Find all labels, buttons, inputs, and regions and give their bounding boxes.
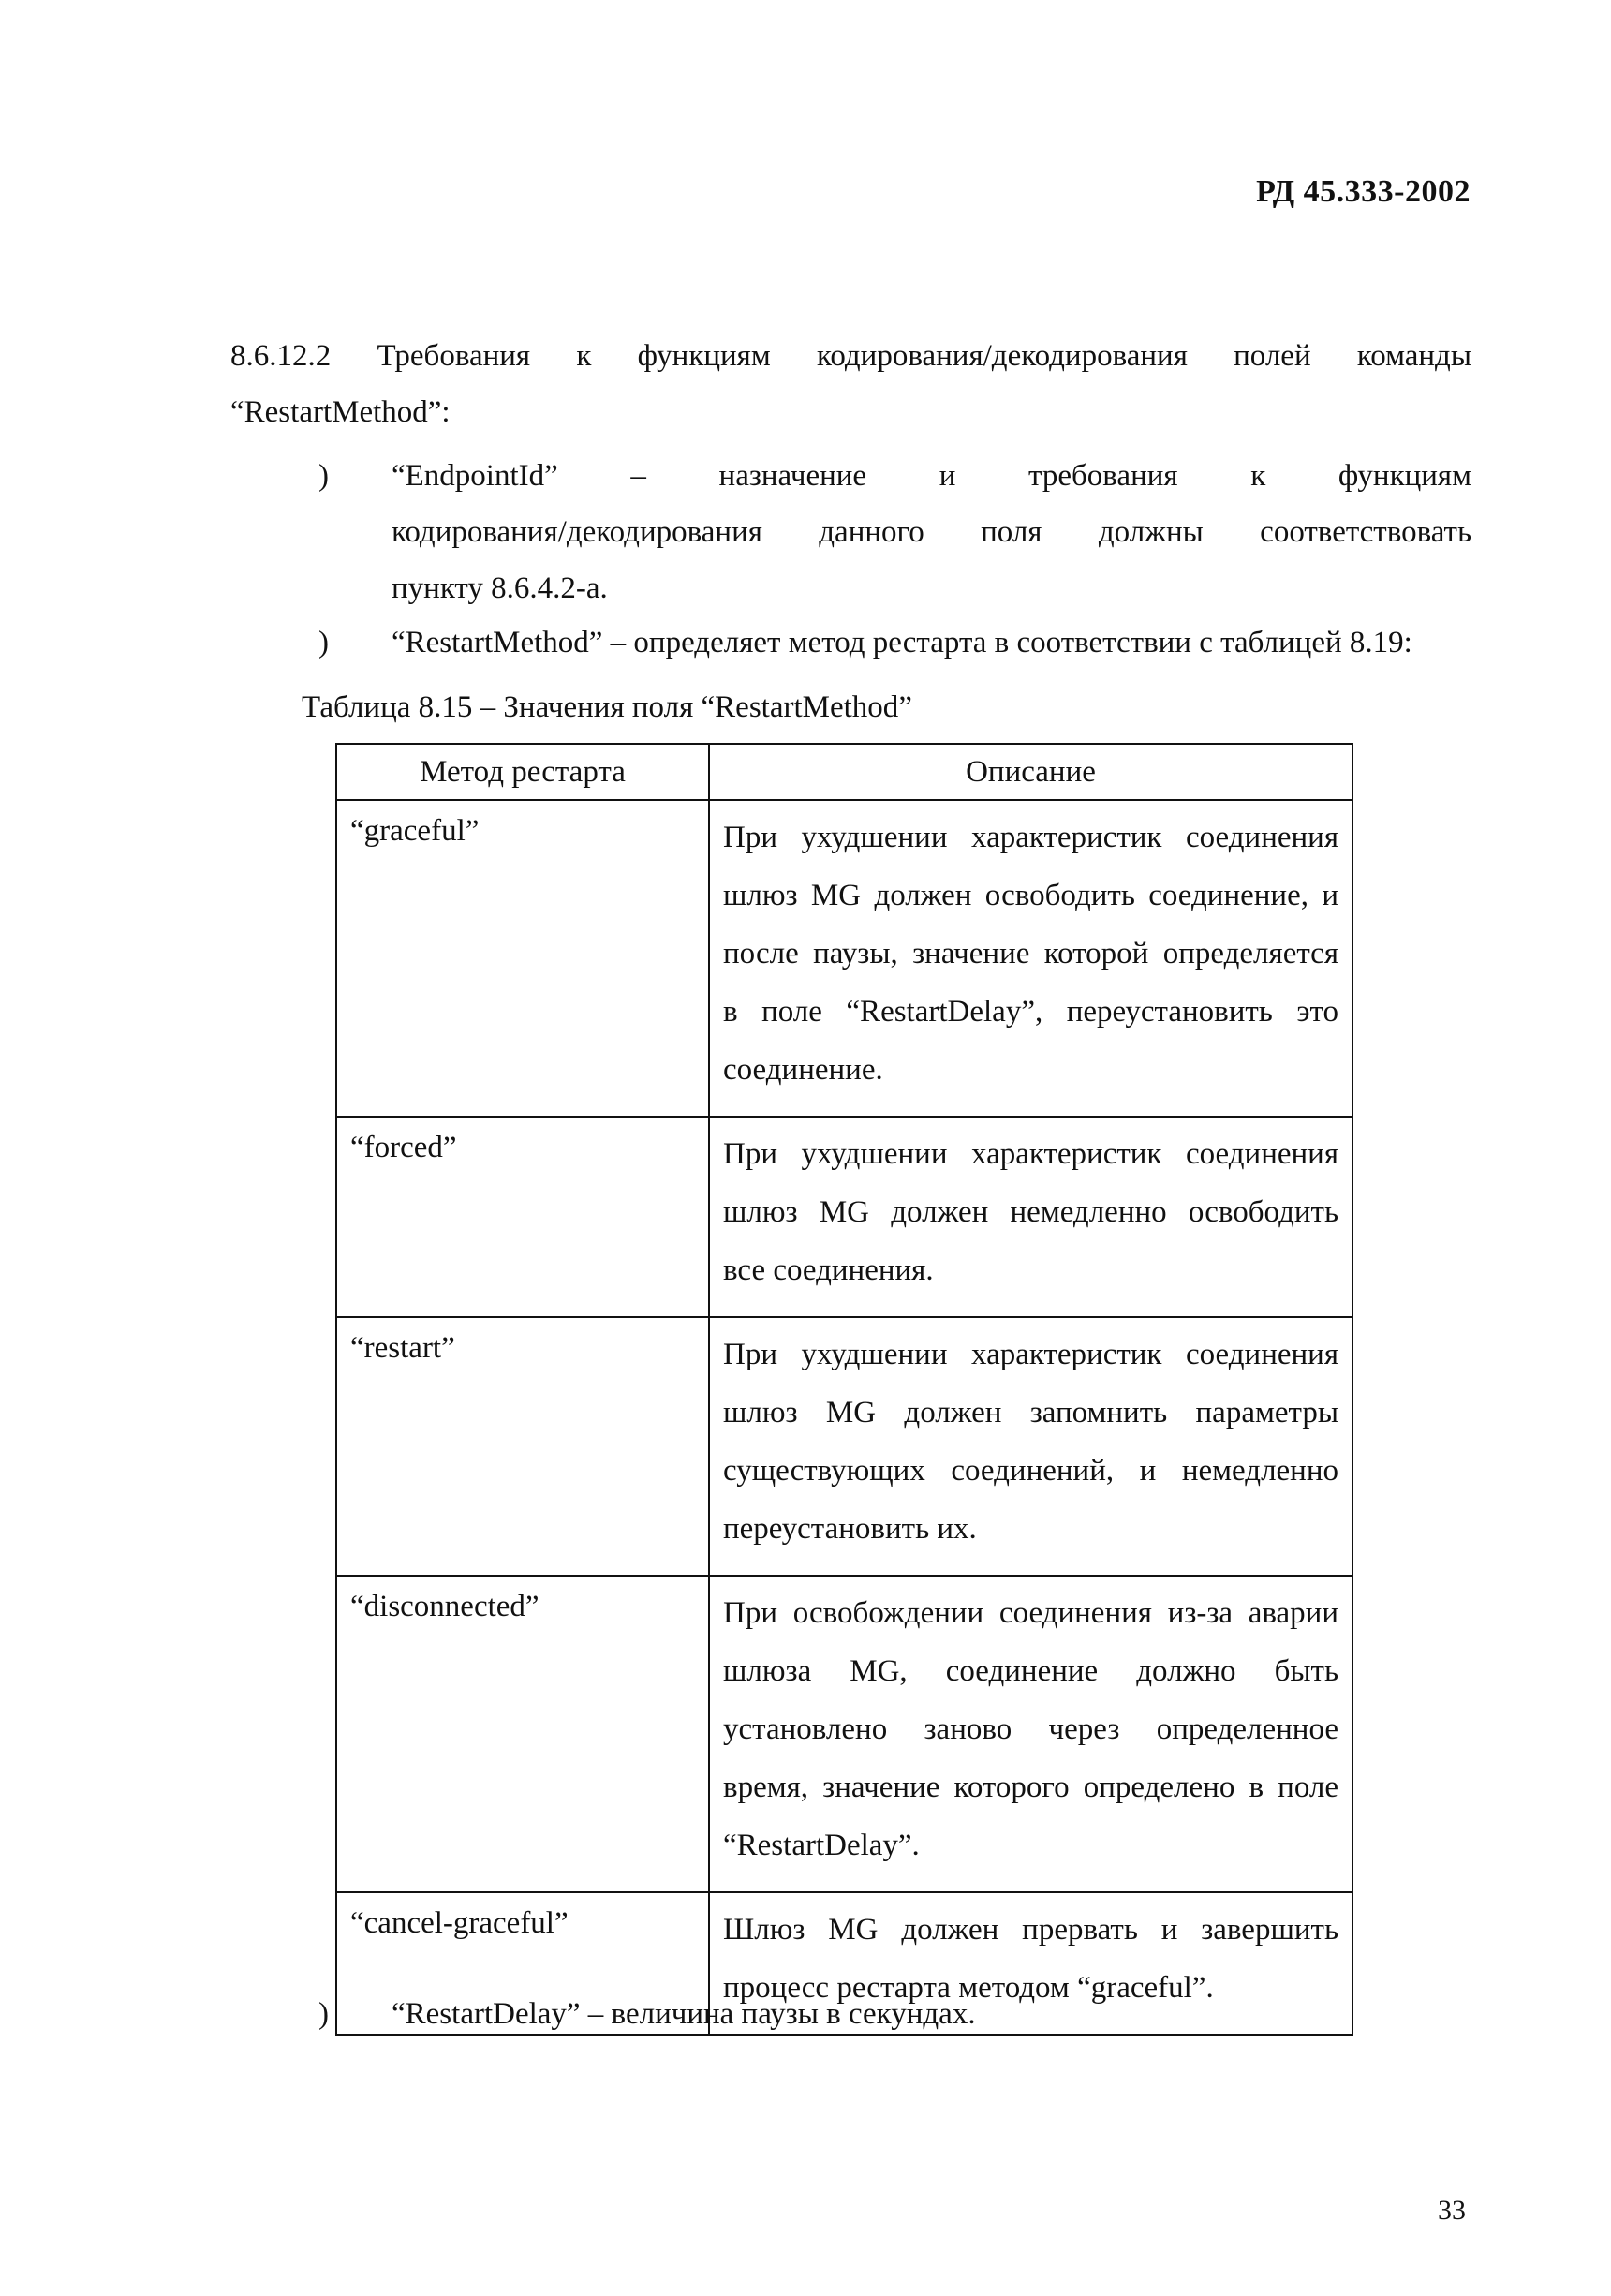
description-line: шлюз MG должен запомнить параметры (723, 1396, 1338, 1429)
list-item-endpointid-line-3: пункту 8.6.4.2-а. (392, 571, 608, 605)
description-cell (709, 1317, 1352, 1576)
list-marker-2: ) (318, 626, 329, 659)
list-marker-3: ) (318, 1997, 329, 2031)
description-line: все соединения. (723, 1253, 934, 1287)
description-line: При ухудшении характеристик соединения (723, 1137, 1338, 1171)
description-line: шлюза MG, соединение должно быть (723, 1654, 1338, 1688)
method-cell: “cancel-graceful” (336, 1892, 709, 2035)
intro-paragraph-line-1: 8.6.12.2 Требования к функциям кодирования/декодирования полей команды (230, 339, 1471, 373)
description-cell (709, 1576, 1352, 1892)
table-caption: Таблица 8.15 – Значения поля “RestartMethod” (302, 690, 912, 724)
description-line: процесс рестарта методом “graceful”. (723, 1971, 1214, 2005)
description-line: шлюз MG должен немедленно освободить (723, 1195, 1338, 1229)
list-item-endpointid (392, 448, 1471, 616)
description-line: “RestartDelay”. (723, 1829, 920, 1862)
description-line: При ухудшении характеристик соединения (723, 821, 1338, 854)
method-cell: “restart” (336, 1317, 709, 1576)
table-header-row (336, 744, 1352, 800)
table-row (336, 800, 1352, 1117)
list-item-endpointid-line-1: “EndpointId” – назначение и требования к функциям (392, 459, 1471, 493)
description-cell (709, 800, 1352, 1117)
description-line: в поле “RestartDelay”, переустановить это (723, 995, 1338, 1029)
document-code: РД 45.333-2002 (1256, 174, 1471, 209)
method-cell: “disconnected” (336, 1576, 709, 1892)
description-line: соединение. (723, 1053, 883, 1087)
description-cell (709, 1117, 1352, 1317)
description-line: установлено заново через определенное (723, 1712, 1338, 1746)
description-line: существующих соединений, и немедленно (723, 1454, 1338, 1488)
table-row (336, 1117, 1352, 1317)
restart-method-table (335, 743, 1353, 2036)
description-line: после паузы, значение которой определяется (723, 937, 1338, 970)
table-row (336, 1576, 1352, 1892)
method-cell: “forced” (336, 1117, 709, 1317)
description-line: Шлюз MG должен прервать и завершить (723, 1913, 1338, 1947)
description-line: При ухудшении характеристик соединения (723, 1338, 1338, 1371)
list-marker-1: ) (318, 459, 329, 493)
intro-paragraph-line-2: “RestartMethod”: (230, 395, 451, 429)
description-line: шлюз MG должен освободить соединение, и (723, 879, 1338, 912)
method-cell: “graceful” (336, 800, 709, 1117)
description-line: переустановить их. (723, 1512, 977, 1546)
list-item-restartmethod-line-1: “RestartMethod” – определяет метод рестарта в соответствии с таблицей 8.19: (392, 626, 1412, 659)
list-item-restartmethod (392, 615, 1471, 671)
description-line: время, значение которого определено в поле (723, 1770, 1338, 1804)
header-description: Описание (709, 744, 1352, 800)
page-number: 33 (1438, 2195, 1466, 2226)
list-item-endpointid-line-2: кодирования/декодирования данного поля должны соответствовать (392, 515, 1471, 549)
header-method: Метод рестарта (336, 744, 709, 800)
list-item-restartdelay: “RestartDelay” – величина паузы в секундах. (392, 1997, 976, 2031)
description-line: При освобождении соединения из-за аварии (723, 1596, 1338, 1630)
table-row (336, 1317, 1352, 1576)
